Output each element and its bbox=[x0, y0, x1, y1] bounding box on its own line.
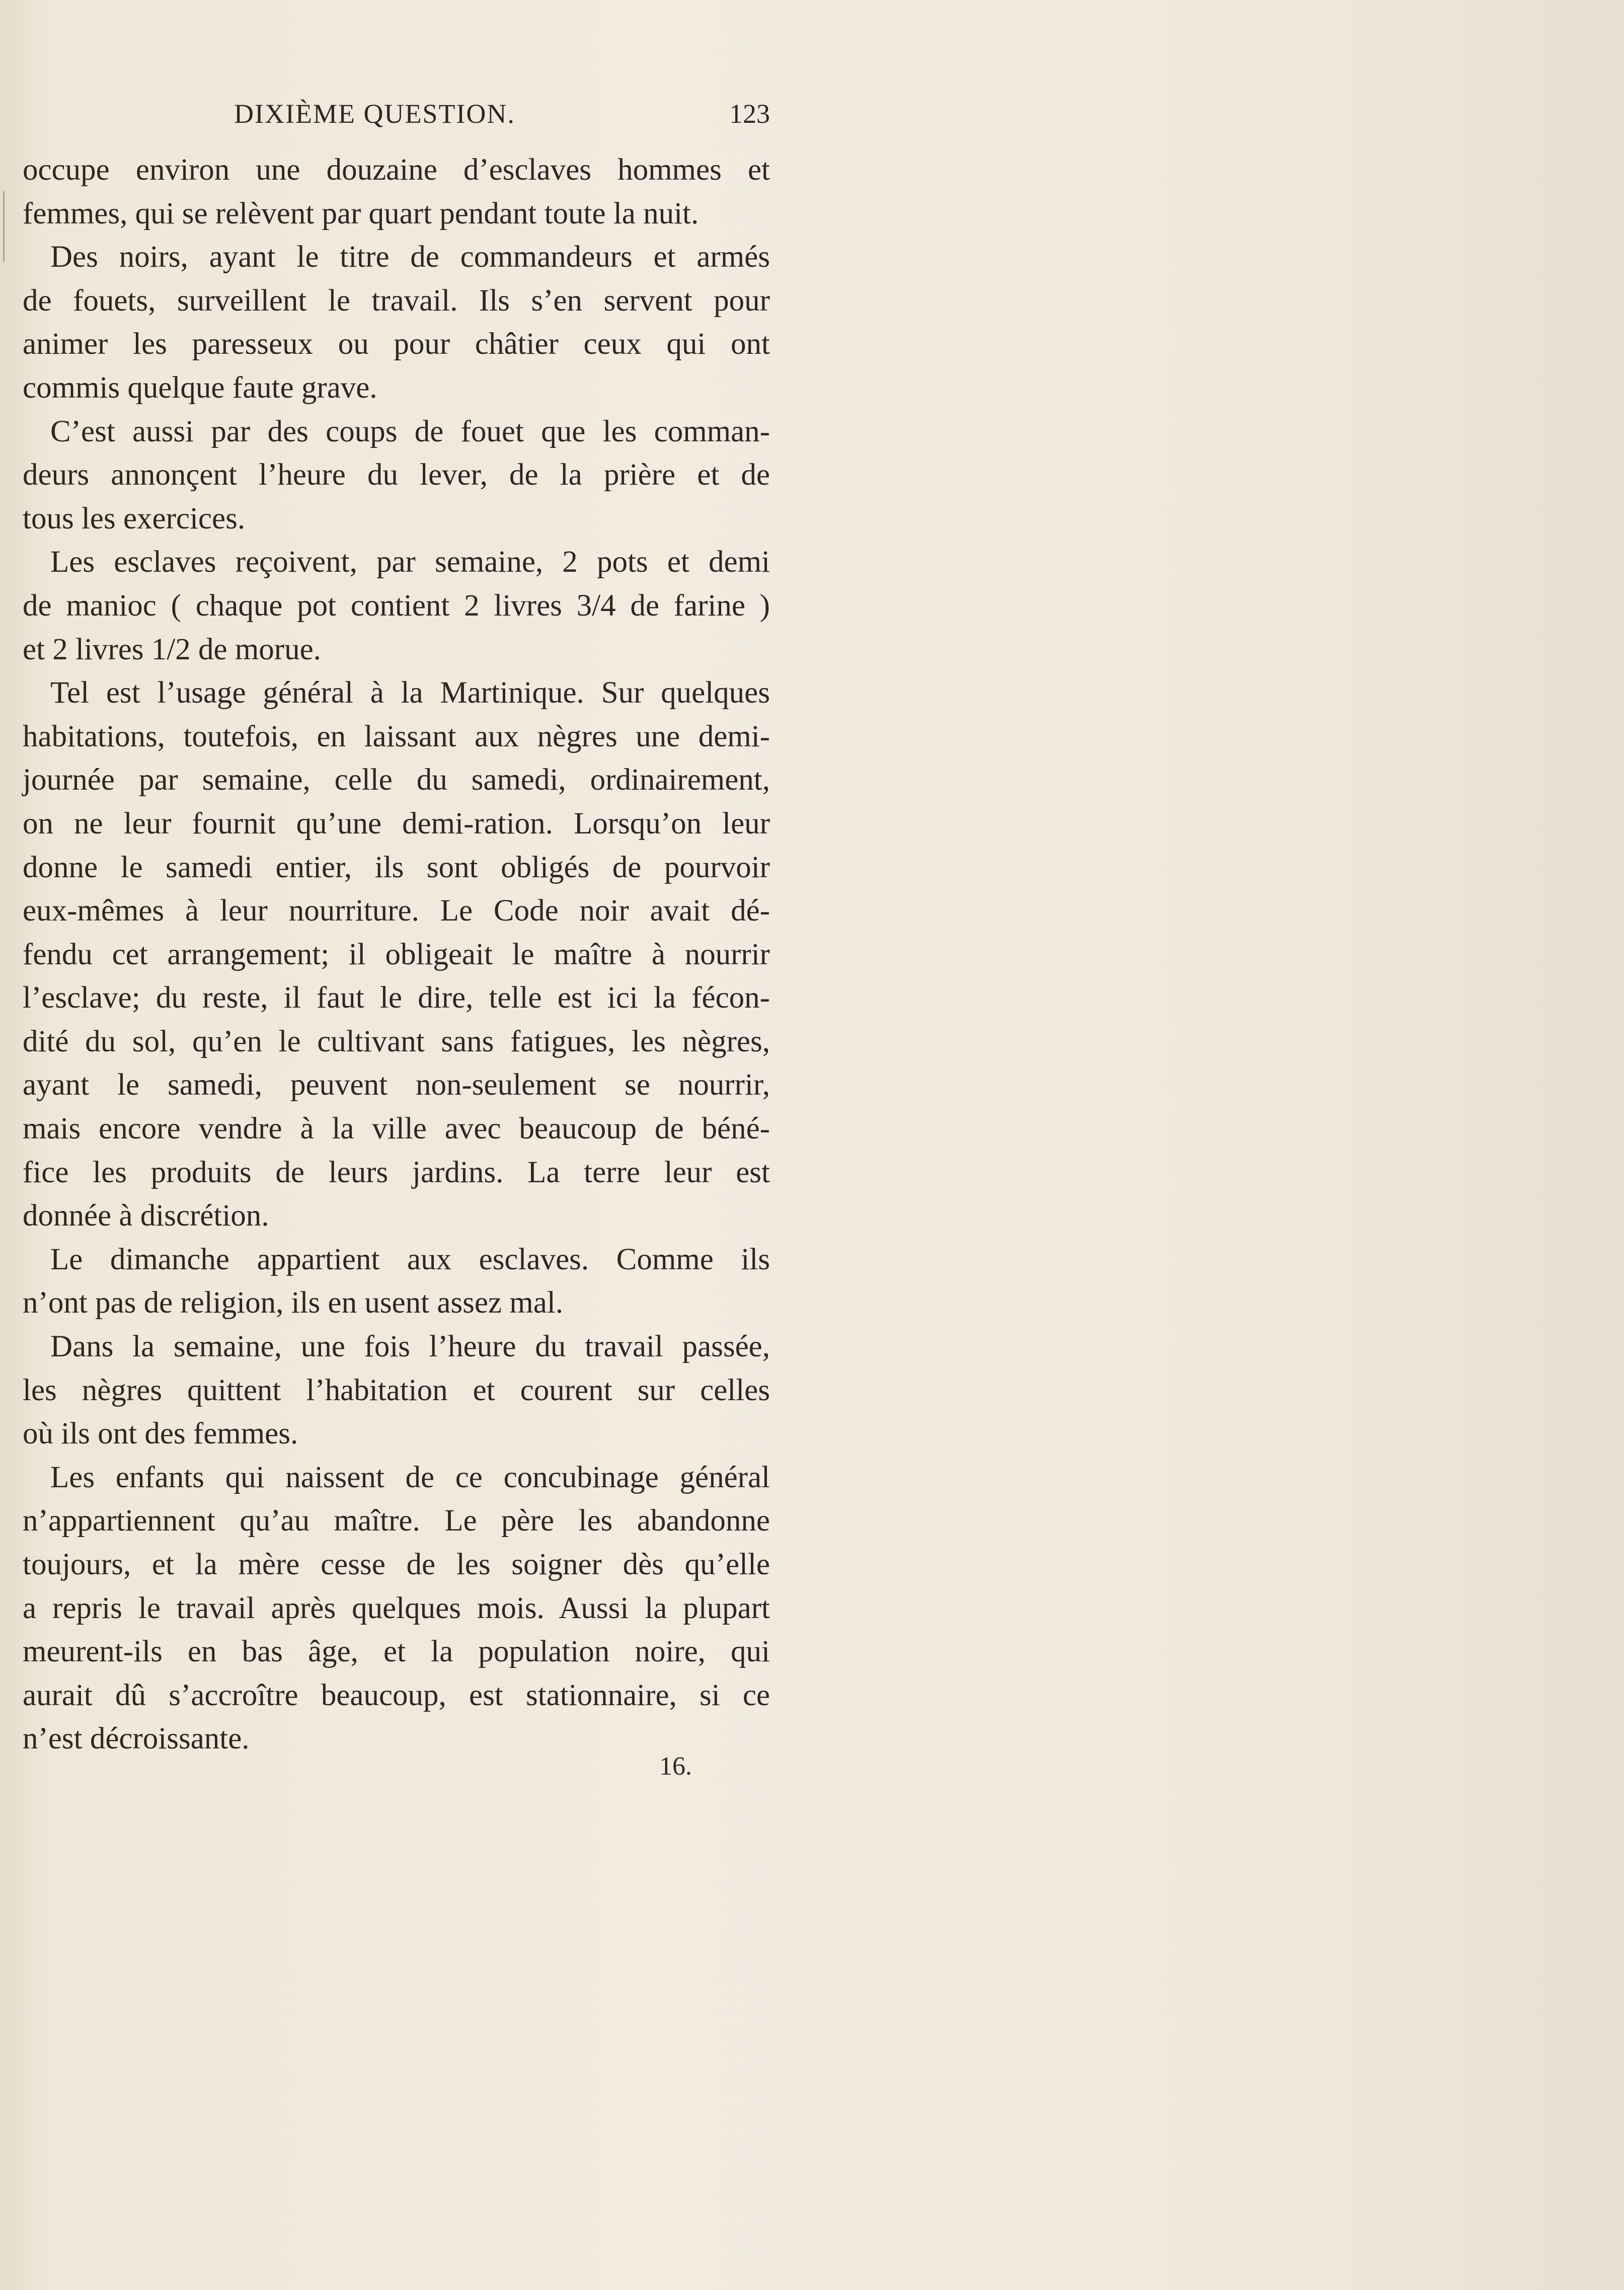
text-line: Des noirs, ayant le titre de commandeurs et armés bbox=[50, 240, 770, 274]
text-line: les nègres quittent l’habitation et courent sur celles bbox=[23, 1373, 770, 1407]
text-line: n’appartiennent qu’au maître. Le père les abandonne bbox=[23, 1504, 770, 1538]
text-line: on ne leur fournit qu’une demi-ration. Lorsqu’on leur bbox=[23, 806, 770, 841]
text-line: dité du sol, qu’en le cultivant sans fatigues, les nègres, bbox=[23, 1024, 770, 1058]
text-line: meurent-ils en bas âge, et la population noire, qui bbox=[23, 1635, 770, 1669]
text-line: n’ont pas de religion, ils en usent assez mal. bbox=[23, 1286, 564, 1320]
text-line: habitations, toutefois, en laissant aux nègres une demi- bbox=[23, 719, 770, 753]
text-line: commis quelque faute grave. bbox=[23, 370, 377, 405]
text-line: et 2 livres 1/2 de morue. bbox=[23, 632, 321, 666]
text-line: animer les paresseux ou pour châtier ceux qui ont bbox=[23, 327, 770, 361]
text-line: de manioc ( chaque pot contient 2 livres 3/4 de farine ) bbox=[23, 588, 770, 623]
text-line: fendu cet arrangement; il obligeait le maître à nourrir bbox=[23, 937, 770, 971]
text-line: l’esclave; du reste, il faut le dire, telle est ici la fécon- bbox=[23, 981, 770, 1015]
text-line: Les esclaves reçoivent, par semaine, 2 pots et demi bbox=[50, 545, 770, 579]
text-line: n’est décroissante. bbox=[23, 1722, 250, 1756]
text-line: eux-mêmes à leur nourriture. Le Code noir avait dé- bbox=[23, 894, 770, 928]
text-line: ayant le samedi, peuvent non-seulement se nourrir, bbox=[23, 1068, 770, 1102]
text-line: tous les exercices. bbox=[23, 501, 246, 536]
running-title: DIXIÈME QUESTION. bbox=[234, 99, 515, 129]
running-header bbox=[23, 98, 770, 138]
text-line: où ils ont des femmes. bbox=[23, 1417, 298, 1451]
text-line: Tel est l’usage général à la Martinique. Sur quelques bbox=[50, 676, 770, 710]
text-line: de fouets, surveillent le travail. Ils s’en servent pour bbox=[23, 283, 770, 318]
text-line: femmes, qui se relèvent par quart pendant toute la nuit. bbox=[23, 196, 699, 231]
text-line: occupe environ une douzaine d’esclaves hommes et bbox=[23, 153, 770, 187]
signature-mark: 16. bbox=[659, 1752, 692, 1781]
text-line: a repris le travail après quelques mois. Aussi la plupart bbox=[23, 1591, 770, 1625]
body-text bbox=[23, 148, 770, 1761]
text-line: Les enfants qui naissent de ce concubinage général bbox=[50, 1460, 770, 1494]
text-line: donne le samedi entier, ils sont obligés de pourvoir bbox=[23, 850, 770, 884]
text-line: fice les produits de leurs jardins. La terre leur est bbox=[23, 1155, 770, 1189]
margin-mark bbox=[3, 191, 5, 262]
text-line: Dans la semaine, une fois l’heure du travail passée, bbox=[50, 1330, 770, 1364]
text-line: toujours, et la mère cesse de les soigner dès qu’elle bbox=[23, 1548, 770, 1581]
text-line: journée par semaine, celle du samedi, ordinairement, bbox=[23, 763, 770, 797]
text-line: mais encore vendre à la ville avec beaucoup de béné- bbox=[23, 1112, 770, 1146]
text-line: donnée à discrétion. bbox=[23, 1199, 269, 1233]
text-line: C’est aussi par des coups de fouet que les comman- bbox=[50, 414, 770, 448]
text-line: deurs annonçent l’heure du lever, de la prière et de bbox=[23, 458, 770, 492]
text-line: Le dimanche appartient aux esclaves. Comme ils bbox=[50, 1242, 770, 1276]
page-number: 123 bbox=[729, 99, 770, 129]
text-line: aurait dû s’accroître beaucoup, est stationnaire, si ce bbox=[23, 1678, 770, 1712]
